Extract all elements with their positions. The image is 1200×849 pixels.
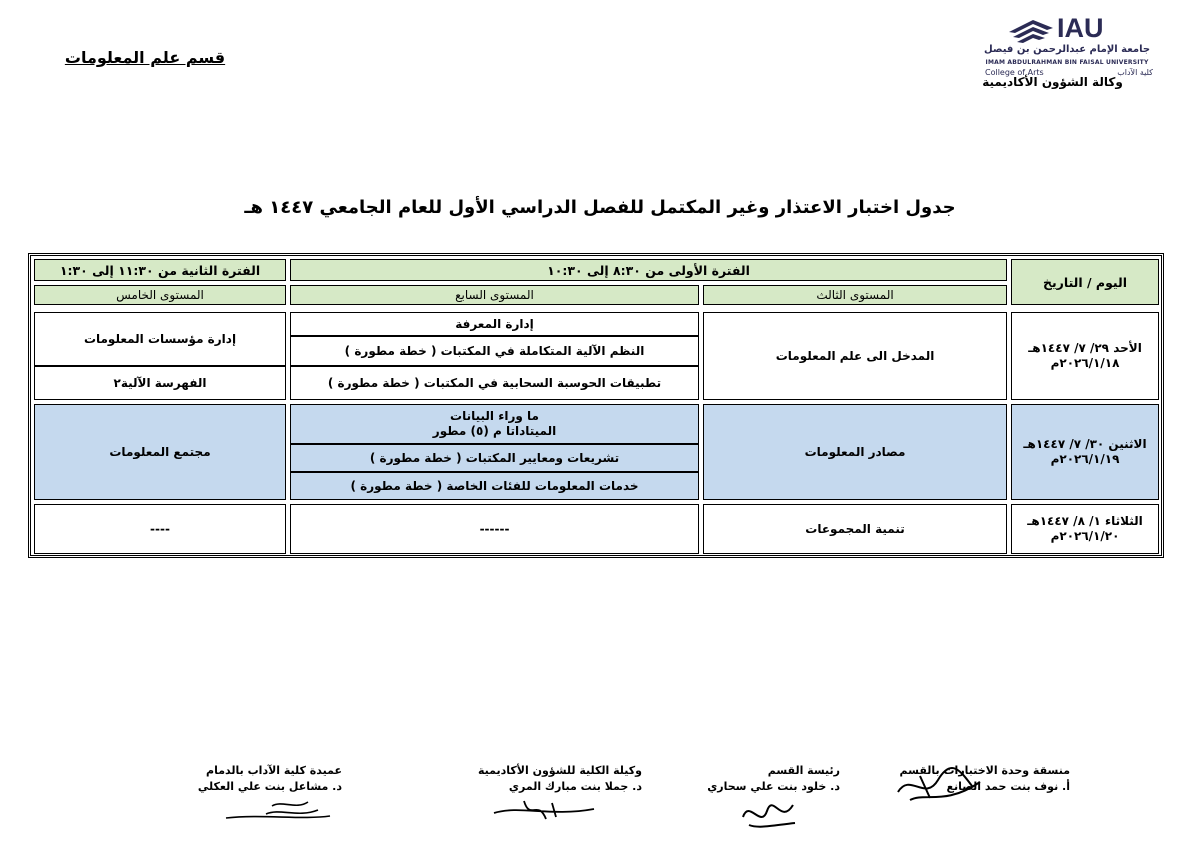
row1-level7-a: إدارة المعرفة: [290, 312, 699, 336]
day-date-header: اليوم / التاريخ: [1011, 259, 1159, 305]
row3-day: الثلاثاء ١/ ٨/ ١٤٤٧هـ: [1027, 514, 1143, 528]
row1-day-date: [1011, 312, 1159, 400]
signature-name: د. خلود بنت علي سحاري: [707, 780, 840, 793]
signature-block-department-head: [690, 763, 840, 795]
college-name-en: College of Arts: [985, 68, 1044, 77]
row1-date: ٢٠٢٦/١/١٨م: [1050, 356, 1120, 370]
signature-title: رئيسة القسم: [767, 764, 840, 777]
row1-level5-b: الفهرسة الآلية٢: [34, 366, 286, 400]
university-name-en: IMAM ABDULRAHMAN BIN FAISAL UNIVERSITY: [985, 59, 1149, 66]
row3-level7: ------: [290, 504, 699, 554]
signature-name: د. مشاعل بنت علي العكلي: [197, 780, 342, 793]
row2-level7-c: خدمات المعلومات للفئات الخاصة ( خطة مطورة ): [290, 472, 699, 500]
row2-level5: مجتمع المعلومات: [34, 404, 286, 500]
row1-level7-c: تطبيقات الحوسبة السحابية في المكتبات ( خطة مطورة ): [290, 366, 699, 400]
handwritten-signature-vice-dean: [490, 795, 600, 825]
row2-level7-b: تشريعات ومعايير المكتبات ( خطة مطورة ): [290, 444, 699, 472]
period1-header: الفترة الأولى من ٨:٣٠ إلى ١٠:٣٠: [290, 259, 1007, 281]
university-logo-mark-icon: [1007, 16, 1055, 44]
row1-level7-b: النظم الآلية المتكاملة في المكتبات ( خطة مطورة ): [290, 336, 699, 366]
department-title: قسم علم المعلومات: [64, 48, 226, 67]
level7-header: المستوى السابع: [290, 285, 699, 305]
row1-level3: المدخل الى علم المعلومات: [703, 312, 1007, 400]
row3-level5: ----: [34, 504, 286, 554]
level3-header: المستوى الثالث: [703, 285, 1007, 305]
handwritten-signature-coordinator: [890, 762, 990, 812]
row2-level7-a: [290, 404, 699, 444]
row3-date: ٢٠٢٦/١/٢٠م: [1050, 529, 1120, 543]
schedule-table: [28, 253, 1164, 558]
row2-day-date: [1011, 404, 1159, 500]
signature-title: وكيلة الكلية للشؤون الأكاديمية: [477, 764, 642, 777]
handwritten-signature-department-head: [735, 795, 805, 835]
page-title: جدول اختبار الاعتذار وغير المكتمل للفصل الدراسي الأول للعام الجامعي ١٤٤٧ هـ: [244, 197, 956, 218]
signature-name: أ. نوف بنت حمد الصانع: [946, 780, 1070, 793]
row1-level5-a: إدارة مؤسسات المعلومات: [34, 312, 286, 366]
row2-date: ٢٠٢٦/١/١٩م: [1050, 452, 1120, 466]
signature-block-dean: [162, 763, 342, 795]
row3-day-date: [1011, 504, 1159, 554]
level5-header: المستوى الخامس: [34, 285, 286, 305]
university-logo: [975, 14, 1160, 84]
row2-level7-a-line2: الميتاداتا م (٥) مطور: [432, 424, 557, 438]
row2-day: الاثنين ٣٠/ ٧/ ١٤٤٧هـ: [1023, 437, 1147, 451]
row2-level7-a-line1: ما وراء البيانات: [450, 409, 539, 423]
college-name-ar: كلية الآداب: [1117, 68, 1153, 77]
handwritten-signature-dean: [222, 798, 332, 826]
signature-block-vice-dean: [442, 763, 642, 795]
deanship-label: وكالة الشؤون الأكاديمية: [982, 75, 1123, 89]
signature-name: د. جملا بنت مبارك المري: [508, 780, 642, 793]
logo-text: IAU: [1057, 13, 1104, 43]
signature-title: عميدة كلية الآداب بالدمام: [206, 764, 342, 777]
row2-level3: مصادر المعلومات: [703, 404, 1007, 500]
signature-title: منسقة وحدة الاختبارات بالقسم: [899, 764, 1070, 777]
period2-header: الفترة الثانية من ١١:٣٠ إلى ١:٣٠: [34, 259, 286, 281]
university-name-ar: جامعة الإمام عبدالرحمن بن فيصل: [983, 44, 1151, 55]
row3-level3: تنمية المجموعات: [703, 504, 1007, 554]
row1-day: الأحد ٢٩/ ٧/ ١٤٤٧هـ: [1028, 341, 1142, 355]
